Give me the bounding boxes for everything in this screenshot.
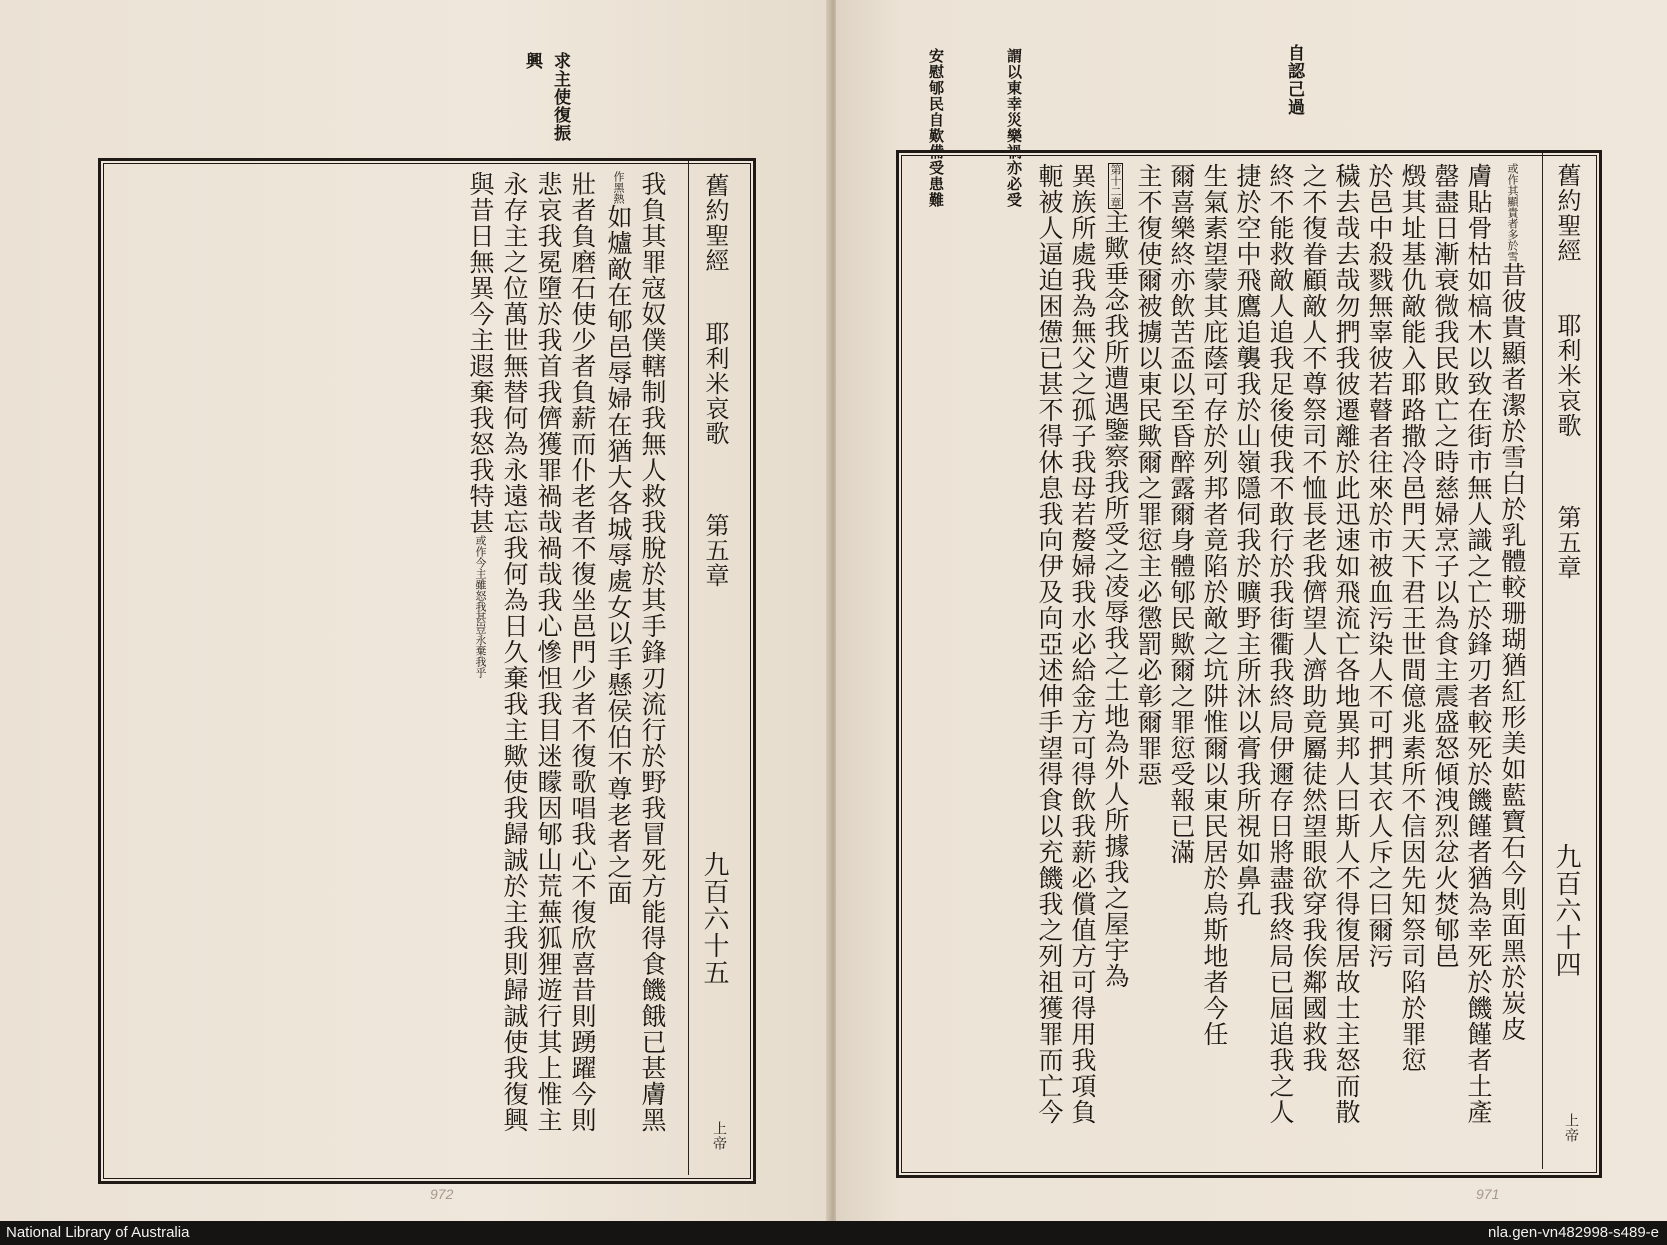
book-title: 舊約聖經 — [701, 173, 729, 273]
book-name: 耶利米哀歌 — [1553, 313, 1581, 438]
right-page — [836, 0, 1667, 1221]
library-credit: National Library of Australia — [6, 1224, 190, 1241]
page-number: 九百六十四 — [1551, 843, 1581, 978]
book-title: 舊約聖經 — [1553, 163, 1581, 263]
margin-note: 安慰郇民自歎備受患難 — [927, 48, 945, 208]
chapter-heading: 第五章 — [1553, 505, 1581, 580]
body-column: 軛被人逼迫困憊已甚不得休息我向伊及向亞述伸手望得食以充饑我之列祖獲罪而亡今 — [1035, 163, 1064, 1125]
body-column: 第十二章主歟垂念我所遭遇鑒察我所受之凌辱我之土地為外人所據我之屋宇為 — [1101, 164, 1130, 989]
body-column: 主不復使爾被擄以東民歟爾之罪愆主必懲罰必彰爾罪惡 — [1134, 163, 1163, 787]
margin-note: 謂以東幸災樂禍亦必受 — [1005, 48, 1023, 208]
page-tag: 上帝 — [711, 1121, 727, 1151]
body-column: 悲哀我冕墮於我首我儕獲罪禍哉禍哉我心慘怛我目迷矇因郇山荒蕪狐狸遊行其上惟主 — [534, 171, 563, 1133]
body-column: 之不復眷顧敵人不尊祭司不恤長老我儕望人濟助竟屬徒然望眼欲穿我俟鄰國救我 — [1299, 163, 1328, 1073]
body-column: 作黑熱如爐敵在郇邑辱婦在猶大各城辱處女以手懸侯伯不尊老者之面 — [604, 171, 633, 906]
inline-note: 第十二章 — [1109, 164, 1122, 208]
body-column: 異族所處我為無父之孤子我母若嫠婦我水必給金方可得飲我薪必償值方可得用我項負 — [1068, 163, 1097, 1125]
left-page — [0, 0, 830, 1221]
pencil-mark: 971 — [1476, 1186, 1500, 1202]
attribution-bar — [0, 1221, 1667, 1245]
inline-note: 或作今主雖怒我甚豈永棄我乎 — [474, 535, 487, 678]
text-frame — [98, 158, 756, 1184]
body-column: 膚貼骨枯如槁木以致在街市無人識之亡於鋒刃者較死於饑饉者猶為幸死於饑饉者土產 — [1464, 163, 1493, 1125]
body-column: 生氣素望蒙其庇蔭可存於列邦者竟陷於敵之坑阱惟爾以東民居於烏斯地者今任 — [1200, 163, 1229, 1047]
body-column: 或作其顯貴者多於雪昔彼貴顯者潔於雪白於乳體較珊瑚猶紅形美如藍寶石今則面黑於炭皮 — [1498, 163, 1527, 1042]
body-column: 壯者負磨石使少者負薪而仆老者不復坐邑門少者不復歌唱我心不復欣喜昔則踴躍今則 — [568, 171, 597, 1133]
margin-note: 興 — [522, 52, 542, 70]
margin-note: 求主使復振 — [550, 52, 570, 142]
header-rule — [1542, 153, 1543, 1169]
body-column: 於邑中殺戮無辜彼若瞽者往來於市被血污染人不可捫其衣人斥之曰爾污 — [1365, 163, 1394, 969]
inline-note: 或作其顯貴者多於雪 — [1506, 163, 1519, 262]
chapter-heading: 第五章 — [701, 513, 729, 588]
body-column: 永存主之位萬世無替何為永遠忘我何為日久棄我主歟使我歸誠於主我則歸誠使我復興 — [500, 171, 529, 1133]
page-tag: 上帝 — [1563, 1113, 1579, 1143]
text-frame — [896, 150, 1602, 1178]
body-column: 爾喜樂終亦飲苦盃以至昏醉露爾身體郇民歟爾之罪愆受報已滿 — [1167, 163, 1196, 865]
inline-note: 作黑熱 — [612, 171, 625, 204]
header-rule — [688, 161, 689, 1175]
page-number: 九百六十五 — [699, 851, 729, 986]
body-column: 終不能救敵人追我足後使我不敢行於我街衢我終局伊邇存日將盡我終局已屆追我之人 — [1266, 163, 1295, 1125]
body-column: 燬其址基仇敵能入耶路撒冷邑門天下君王世間億兆素所不信因先知祭司陷於罪愆 — [1398, 163, 1427, 1073]
body-column: 罄盡日漸衰微我民敗亡之時慈婦烹子以為食主震盛怒傾洩烈忿火焚郇邑 — [1431, 163, 1460, 969]
body-column: 捷於空中飛鷹追襲我於山嶺隱伺我於曠野主所沐以膏我所視如鼻孔 — [1233, 163, 1262, 917]
body-column: 與昔日無異今主遐棄我怒我特甚或作今主雖怒我甚豈永棄我乎 — [466, 171, 495, 678]
pencil-mark: 972 — [430, 1186, 454, 1202]
record-identifier: nla.gen-vn482998-s489-e — [1488, 1224, 1659, 1241]
margin-note: 自認己過 — [1284, 44, 1304, 116]
body-column: 我負其罪寇奴僕轄制我無人救我脫於其手鋒刃流行於野我冒死方能得食饑餓已甚膚黑 — [638, 171, 667, 1133]
book-name: 耶利米哀歌 — [701, 321, 729, 446]
body-column: 穢去哉去哉勿捫我彼遷離於此迅速如飛流亡各地異邦人曰斯人不得復居故土主怒而散 — [1332, 163, 1361, 1125]
